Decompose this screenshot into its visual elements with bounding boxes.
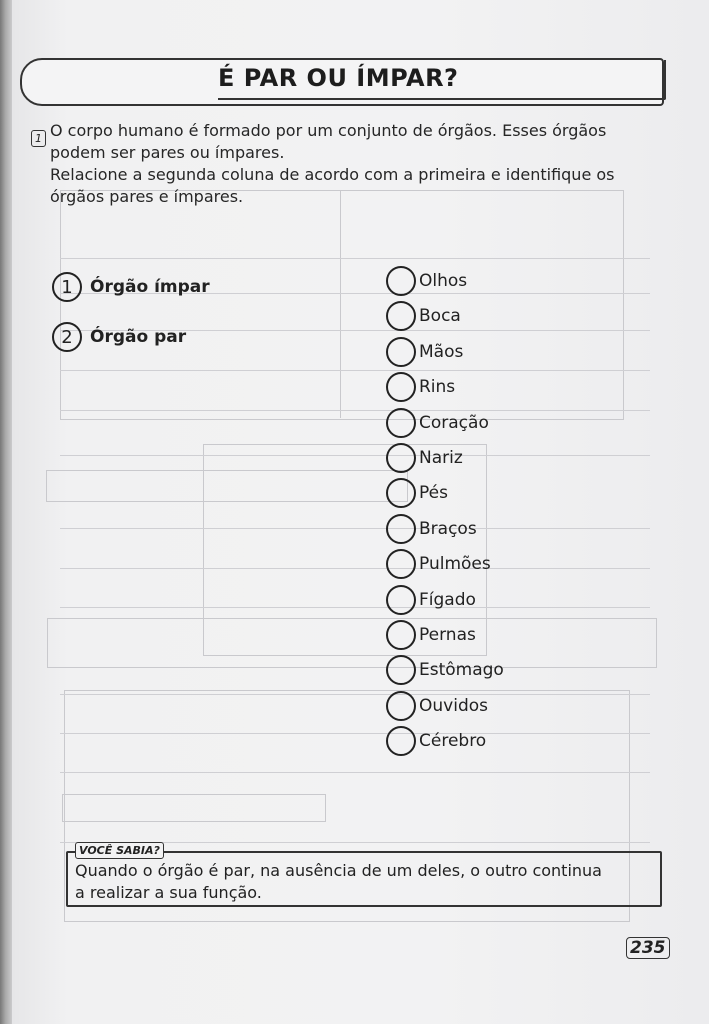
ghost-line: [60, 455, 650, 456]
ghost-box-6: [62, 794, 326, 822]
ghost-box-3: [47, 618, 657, 668]
answer-circle[interactable]: [386, 726, 416, 756]
ghost-box-1: [60, 190, 624, 420]
ghost-line: [60, 607, 650, 608]
organ-label: Ouvidos: [419, 695, 488, 716]
organ-item: [386, 406, 489, 440]
category-pair-organ: [52, 322, 186, 352]
answer-circle[interactable]: [386, 585, 416, 615]
voce-sabia-tag: VOCÊ SABIA?: [75, 842, 164, 859]
answer-circle[interactable]: [386, 372, 416, 402]
organ-item: [386, 441, 463, 475]
ghost-box-5: [46, 470, 408, 502]
ghost-divider: [340, 190, 341, 418]
organ-item: [386, 618, 476, 652]
organ-label: Pernas: [419, 625, 476, 645]
answer-circle[interactable]: [386, 620, 416, 650]
organ-item: [386, 547, 491, 581]
voce-sabia-line-1: Quando o órgão é par, na ausência de um deles, o outro continua: [75, 861, 602, 880]
organ-item: [386, 583, 476, 617]
organ-label: Mãos: [419, 341, 464, 362]
answer-circle[interactable]: [386, 514, 416, 544]
category-number-circle: 2: [52, 322, 82, 352]
organ-label: Cérebro: [419, 731, 487, 752]
organ-label: Estômago: [419, 660, 504, 681]
instruction-line-4: órgãos pares e ímpares.: [50, 187, 244, 206]
ghost-line: [60, 772, 650, 773]
answer-circle[interactable]: [386, 443, 416, 473]
answer-circle[interactable]: [386, 691, 416, 721]
organ-item: [386, 299, 461, 333]
category-odd-organ: [52, 272, 210, 302]
organ-item: [386, 653, 504, 687]
organ-label: Pés: [419, 483, 448, 504]
organ-label: Boca: [419, 306, 461, 327]
question-number: 1: [31, 130, 46, 147]
organ-item: [386, 335, 463, 369]
answer-circle[interactable]: [386, 301, 416, 331]
answer-circle[interactable]: [386, 266, 416, 296]
answer-circle[interactable]: [386, 478, 416, 508]
organ-item: [386, 512, 477, 546]
category-label: Órgão ímpar: [90, 277, 210, 297]
ghost-line: [60, 733, 650, 734]
voce-sabia-line-2: a realizar a sua função.: [75, 883, 262, 902]
category-number-circle: 1: [52, 272, 82, 302]
organ-item: [386, 264, 467, 298]
organ-label: Nariz: [419, 448, 463, 468]
answer-circle[interactable]: [386, 337, 416, 367]
organ-label: Pulmões: [419, 554, 491, 575]
instruction-line-1: O corpo humano é formado por um conjunto de órgãos. Esses órgãos: [50, 121, 607, 140]
organ-item: [386, 689, 488, 723]
answer-circle[interactable]: [386, 549, 416, 579]
page-number: 235: [626, 937, 670, 959]
category-label: Órgão par: [90, 327, 187, 347]
organ-label: Coração: [419, 412, 489, 433]
organ-label: Olhos: [419, 271, 468, 291]
instruction-line-3: Relacione a segunda coluna de acordo com a primeira e identifique os: [50, 165, 615, 184]
instruction-line-2: podem ser pares ou ímpares.: [50, 143, 285, 162]
ghost-line: [60, 410, 650, 411]
organ-label: Rins: [419, 377, 456, 398]
ghost-line: [60, 694, 650, 695]
page-title: É PAR OU ÍMPAR?: [218, 64, 459, 92]
ghost-line: [60, 568, 650, 569]
organ-label: Fígado: [419, 589, 476, 610]
ghost-line: [60, 370, 650, 371]
answer-circle[interactable]: [386, 655, 416, 685]
organ-item: [386, 476, 448, 510]
organ-item: [386, 724, 486, 758]
organ-label: Braços: [419, 518, 477, 539]
voce-sabia-text: [75, 860, 660, 904]
answer-circle[interactable]: [386, 408, 416, 438]
ghost-line: [60, 528, 650, 529]
organ-item: [386, 370, 455, 404]
ghost-line: [60, 258, 650, 259]
